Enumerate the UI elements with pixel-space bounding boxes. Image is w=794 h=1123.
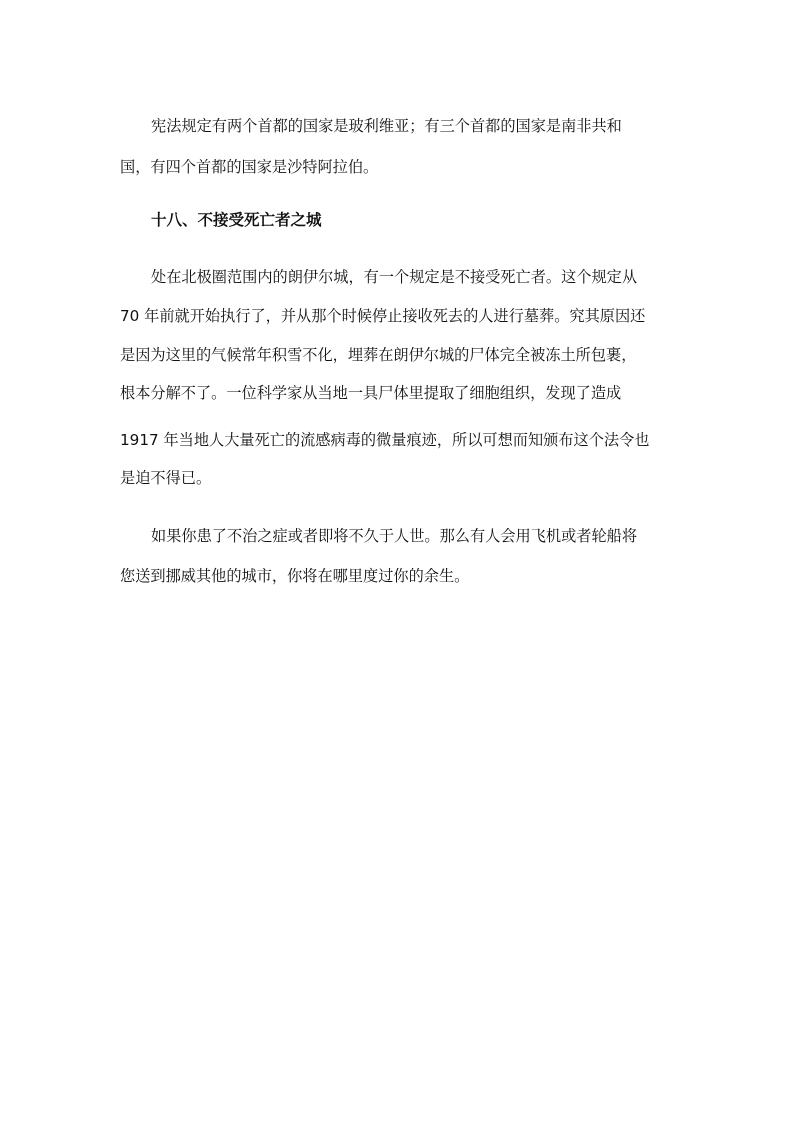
- paragraph-2-line-6: 是迫不得已。: [120, 469, 212, 487]
- paragraph-1-line-1: 宪法规定有两个首都的国家是玻利维亚；有三个首都的国家是南非共和: [151, 117, 622, 135]
- paragraph-1-line-2: 国，有四个首都的国家是沙特阿拉伯。: [120, 158, 379, 176]
- paragraph-2-line-2: 70 年前就开始执行了，并从那个时候停止接收死去的人进行墓葬。究其原因还: [120, 307, 646, 325]
- paragraph-2-line-5: 1917 年当地人大量死亡的流感病毒的微量痕迹，所以可想而知颁布这个法令也: [120, 431, 650, 449]
- paragraph-2-line-3: 是因为这里的气候常年积雪不化，埋葬在朗伊尔城的尸体完全被冻土所包裹，: [120, 346, 637, 364]
- section-heading: 十八、不接受死亡者之城: [151, 211, 322, 229]
- paragraph-2-line-1: 处在北极圈范围内的朗伊尔城，有一个规定是不接受死亡者。这个规定从: [151, 268, 637, 286]
- paragraph-3-line-1: 如果你患了不治之症或者即将不久于人世。那么有人会用飞机或者轮船将: [151, 527, 637, 545]
- paragraph-3-line-2: 您送到挪威其他的城市，你将在哪里度过你的余生。: [120, 567, 470, 585]
- paragraph-2-line-4: 根本分解不了。一位科学家从当地一具尸体里提取了细胞组织，发现了造成: [120, 384, 622, 402]
